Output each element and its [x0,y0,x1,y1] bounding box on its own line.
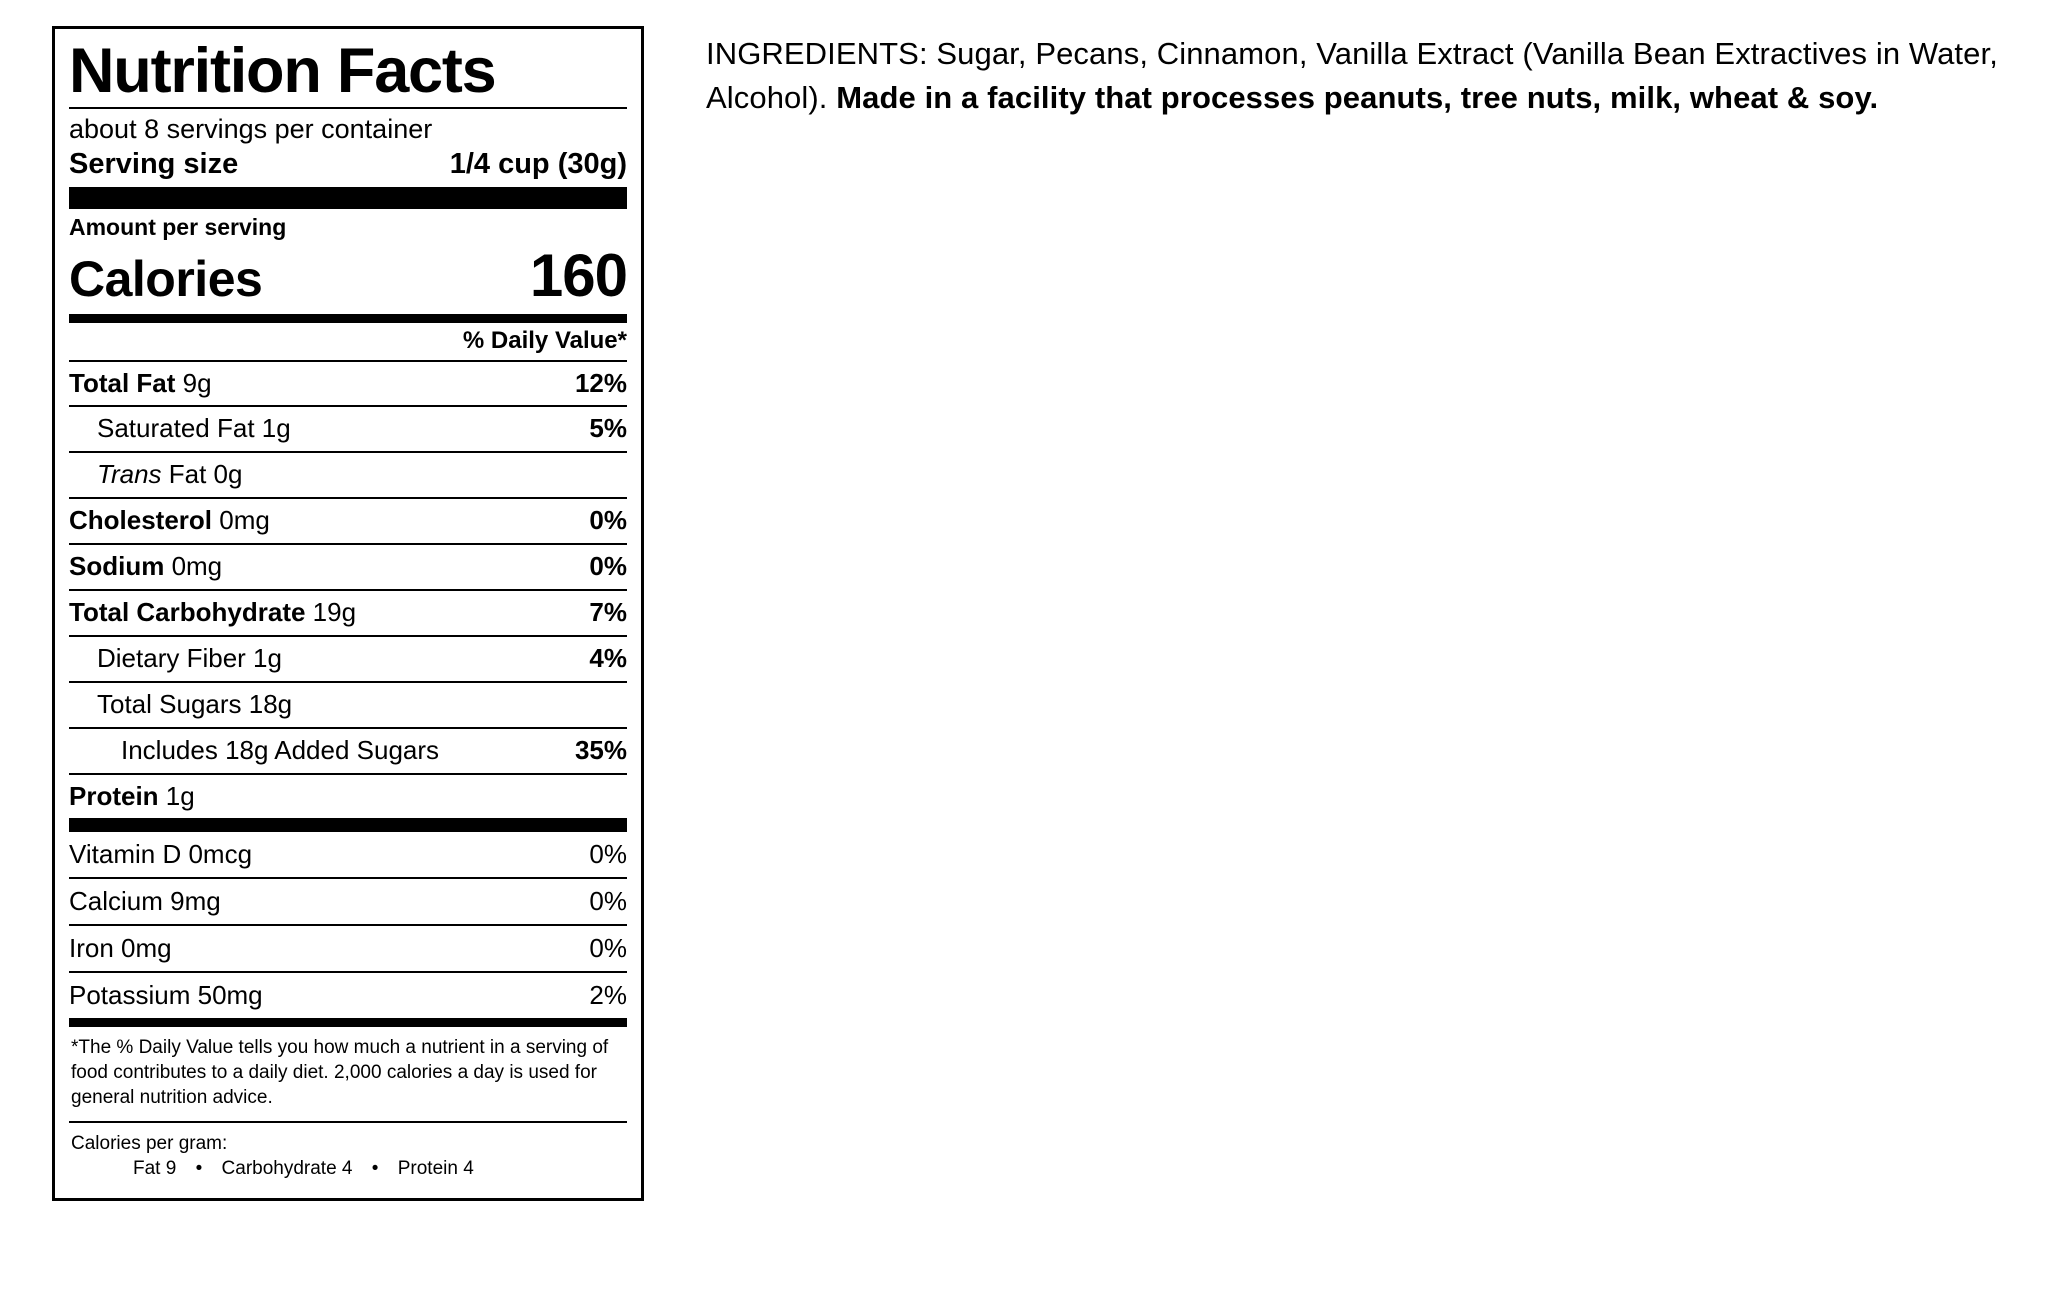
calories-per-gram-block [69,1121,627,1184]
calories-value: 160 [529,241,627,309]
table-row [69,543,627,589]
calories-per-gram-values [71,1156,625,1182]
ingredients-text: INGREDIENTS: Sugar, Pecans, Cinnamon, Vanilla Extract (Vanilla Bean Extractives in Water, Alcohol). [706,36,1998,116]
table-row [69,727,627,773]
table-row [69,589,627,635]
calories-label: Calories [69,250,263,307]
nutrient-rows [69,360,627,819]
nutrient-percent: 12% [574,367,627,398]
table-row [69,451,627,497]
table-row [69,832,627,877]
vitamin-percent: 0% [589,839,627,870]
bullet-separator: • [195,1158,203,1180]
daily-value-footnote: *The % Daily Value tells you how much a nutrient in a serving of food contributes to a daily diet. 2,000 calories a day is used for general nutrition advice. [71,1037,609,1108]
nutrient-label: Total Fat 9g [69,367,212,398]
nutrient-label: Dietary Fiber 1g [97,642,282,673]
table-row [69,971,627,1018]
vitamin-label: Iron 0mg [69,933,172,964]
vitamin-percent: 2% [589,980,627,1011]
bullet-separator: • [371,1158,379,1180]
table-row [69,360,627,406]
table-row [69,405,627,451]
serving-size-row [69,147,627,187]
nutrient-percent: 7% [589,596,627,627]
nutrient-percent: 4% [589,642,627,673]
nutrient-label: Cholesterol 0mg [69,505,270,536]
table-row [69,773,627,819]
serving-size-label: Serving size [69,147,239,180]
nutrient-percent: 35% [574,734,627,765]
nutrition-facts-panel [52,26,644,1201]
vitamin-rows [69,832,627,1018]
nutrient-percent: 5% [589,413,627,444]
table-row [69,924,627,971]
vitamin-label: Potassium 50mg [69,980,263,1011]
nutrient-label: Sodium 0mg [69,551,223,582]
nutrition-facts-title: Nutrition Facts [69,36,496,106]
calories-per-gram-label: Calories per gram: [71,1132,228,1154]
calories-row [69,241,627,314]
amount-per-serving-label: Amount per serving [69,213,287,240]
vitamin-label: Vitamin D 0mcg [69,839,253,870]
nutrient-label: Total Carbohydrate 19g [69,596,357,627]
calories-per-gram-protein: Protein 4 [397,1158,474,1180]
nutrient-percent: 0% [589,505,627,536]
divider-under-calories [69,314,627,323]
allergen-statement: Made in a facility that processes peanuts, tree nuts, milk, wheat & soy. [836,80,1879,116]
table-row [69,681,627,727]
nutrient-label: Total Sugars 18g [97,688,293,719]
nutrient-percent: 0% [589,551,627,582]
table-row [69,497,627,543]
calories-per-gram-carbohydrate: Carbohydrate 4 [221,1158,353,1180]
nutrient-label: Includes 18g Added Sugars [121,734,440,765]
vitamin-percent: 0% [589,886,627,917]
nutrient-label: Protein 1g [69,780,195,811]
divider-above-footnote [69,1018,627,1027]
divider-thick-top [69,187,627,209]
vitamin-percent: 0% [589,933,627,964]
table-row [69,877,627,924]
daily-value-header: % Daily Value* [462,326,627,354]
nutrient-label: Trans Fat 0g [97,459,243,490]
calories-per-gram-fat: Fat 9 [133,1158,177,1180]
table-row [69,635,627,681]
servings-per-container: about 8 servings per container [69,113,433,144]
ingredients-statement [706,32,2026,120]
nutrient-label: Saturated Fat 1g [97,413,291,444]
serving-size-value: 1/4 cup (30g) [449,147,627,180]
vitamin-label: Calcium 9mg [69,886,221,917]
divider-under-protein [69,818,627,832]
